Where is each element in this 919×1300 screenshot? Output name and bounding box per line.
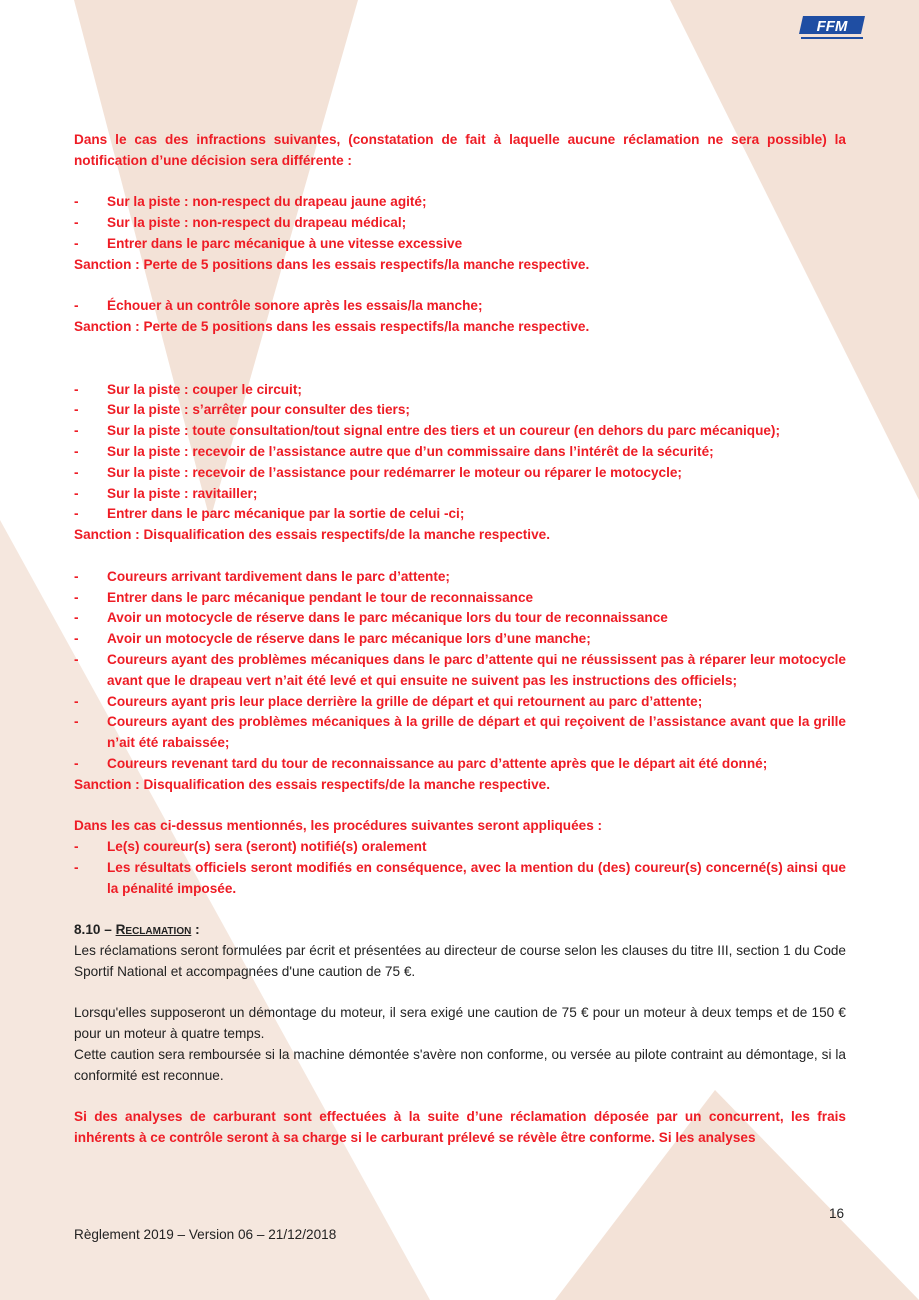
page-number: 16	[829, 1206, 845, 1221]
list-item: - Entrer dans le parc mécanique à une vitesse excessive	[74, 234, 846, 255]
list-item: - Avoir un motocycle de réserve dans le parc mécanique lors d’une manche;	[74, 629, 846, 650]
list-item: - Échouer à un contrôle sonore après les essais/la manche;	[74, 296, 846, 317]
procedures-intro: Dans les cas ci-dessus mentionnés, les procédures suivantes seront appliquées :	[74, 818, 603, 834]
list-item: - Coureurs ayant pris leur place derrière la grille de départ et qui retournent au parc d’attente;	[74, 692, 846, 713]
document-body	[74, 130, 846, 1149]
sanction-3: Sanction : Disqualification des essais respectifs/de la manche respective.	[74, 527, 550, 543]
list-item: - Sur la piste : non-respect du drapeau jaune agité;	[74, 192, 846, 213]
list-item: - Entrer dans le parc mécanique par la sortie de celui -ci;	[74, 504, 846, 525]
infraction-list-2	[74, 296, 846, 317]
list-item: - Sur la piste : s’arrêter pour consulter des tiers;	[74, 400, 846, 421]
infraction-list-1	[74, 192, 846, 254]
reclamation-paragraph-3: Cette caution sera remboursée si la machine démontée s'avère non conforme, ou versée au pilote contraint au démontage, si la conformité est reconnue.	[74, 1047, 846, 1083]
list-item: - Sur la piste : non-respect du drapeau médical;	[74, 213, 846, 234]
infraction-list-3	[74, 380, 846, 526]
footer-text: Règlement 2019 – Version 06 – 21/12/2018	[74, 1227, 337, 1242]
logo-text: FFM	[816, 18, 848, 35]
list-item: - Sur la piste : toute consultation/tout signal entre des tiers et un coureur (en dehors du parc mécanique);	[74, 421, 846, 442]
list-item: - Coureurs revenant tard du tour de reconnaissance au parc d’attente après que le départ ait été donné;	[74, 754, 846, 775]
list-item: - Entrer dans le parc mécanique pendant le tour de reconnaissance	[74, 588, 846, 609]
list-item: - Les résultats officiels seront modifiés en conséquence, avec la mention du (des) coureur(s) concerné(s) ainsi que la pénalité imposée.	[74, 858, 846, 900]
reclamation-paragraph-2: Lorsqu'elles supposeront un démontage du moteur, il sera exigé une caution de 75 € pour un moteur à deux temps et de 150 € pour un moteur à quatre temps.	[74, 1005, 846, 1042]
list-item: - Sur la piste : recevoir de l’assistance pour redémarrer le moteur ou réparer le motocycle;	[74, 463, 846, 484]
list-item: - Sur la piste : recevoir de l’assistance autre que d’un commissaire dans l’intérêt de la sécurité;	[74, 442, 846, 463]
section-title: Reclamation	[115, 922, 192, 938]
list-item: - Coureurs arrivant tardivement dans le parc d’attente;	[74, 567, 846, 588]
section-number: 8.10 –	[74, 922, 116, 938]
reclamation-paragraph-1: Les réclamations seront formulées par écrit et présentées au directeur de course selon les clauses du titre III, section 1 du Code Sportif National et accompagnées d'une caution de 75 €.	[74, 943, 846, 979]
procedures-list	[74, 837, 846, 899]
ffm-logo	[797, 14, 867, 44]
sanction-2: Sanction : Perte de 5 positions dans les essais respectifs/la manche respective.	[74, 319, 590, 335]
list-item: - Le(s) coureur(s) sera (seront) notifié(s) oralement	[74, 837, 846, 858]
list-item: - Sur la piste : couper le circuit;	[74, 380, 846, 401]
list-item: - Coureurs ayant des problèmes mécaniques dans le parc d’attente qui ne réussissent pas à réparer leur motocycle avant que le drapeau vert n’ait été levé et qui ensuite ne suivent pas les instructions des officiels;	[74, 650, 846, 692]
reclamation-paragraph-4: Si des analyses de carburant sont effectuées à la suite d’une réclamation déposée par un concurrent, les frais inhérents à ce contrôle seront à sa charge si le carburant prélevé se révèle être conforme. Si les analyses	[74, 1109, 846, 1146]
list-item: - Sur la piste : ravitailler;	[74, 484, 846, 505]
sanction-4: Sanction : Disqualification des essais respectifs/de la manche respective.	[74, 776, 550, 792]
infraction-list-4	[74, 567, 846, 775]
sanction-1: Sanction : Perte de 5 positions dans les essais respectifs/la manche respective.	[74, 256, 590, 272]
section-colon: :	[191, 922, 200, 938]
section-heading	[74, 920, 846, 941]
intro-paragraph: Dans le cas des infractions suivantes, (constatation de fait à laquelle aucune réclamation ne sera possible) la notification d’une décision sera différente :	[74, 132, 846, 168]
list-item: - Coureurs ayant des problèmes mécaniques à la grille de départ et qui reçoivent de l’assistance avant que la grille n’ait été rabaissée;	[74, 712, 846, 754]
list-item: - Avoir un motocycle de réserve dans le parc mécanique lors du tour de reconnaissance	[74, 608, 846, 629]
